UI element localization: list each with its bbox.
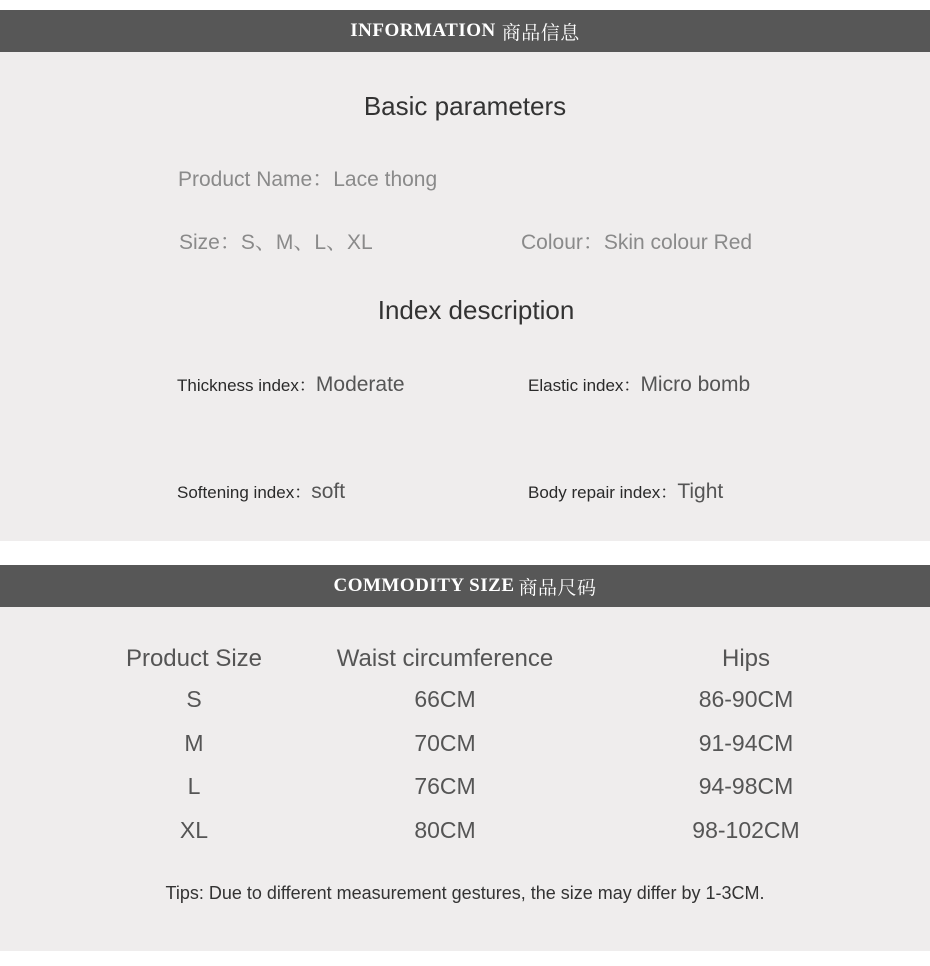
cell-size: XL xyxy=(179,817,209,843)
size-value: S、M、L、XL xyxy=(240,231,373,254)
body-repair-index-label: Body repair index： xyxy=(528,483,678,502)
thickness-index xyxy=(177,371,405,397)
softening-index-value: soft xyxy=(311,480,346,503)
softening-index xyxy=(177,478,345,504)
colour-row xyxy=(521,226,752,256)
cell-waist: 76CM xyxy=(414,773,476,799)
size-label: Size： xyxy=(179,231,241,254)
body-repair-index-value: Tight xyxy=(677,480,724,503)
index-description-title: Index description xyxy=(377,295,575,325)
cell-size: M xyxy=(184,730,204,756)
softening-index-label: Softening index： xyxy=(177,483,312,502)
cell-hips: 91-94CM xyxy=(698,730,794,756)
cell-hips: 98-102CM xyxy=(692,817,800,843)
header-waist: Waist circumference xyxy=(336,645,554,672)
cell-hips: 86-90CM xyxy=(698,686,794,712)
product-name-row xyxy=(178,163,437,193)
cell-size: S xyxy=(186,686,202,712)
product-name-value: Lace thong xyxy=(333,168,438,191)
header-product-size: Product Size xyxy=(125,645,263,672)
size-row xyxy=(179,226,373,256)
thickness-index-value: Moderate xyxy=(315,373,405,396)
info-banner-en: INFORMATION xyxy=(350,20,496,41)
colour-label: Colour： xyxy=(521,231,604,254)
size-banner-en: COMMODITY SIZE xyxy=(333,575,515,596)
info-banner xyxy=(0,10,930,52)
elastic-index xyxy=(528,371,750,397)
cell-waist: 70CM xyxy=(414,730,476,756)
elastic-index-label: Elastic index： xyxy=(528,376,641,395)
basic-parameters-title: Basic parameters xyxy=(363,91,567,121)
body-repair-index xyxy=(528,478,723,504)
thickness-index-label: Thickness index： xyxy=(177,376,316,395)
info-banner-cn: 商品信息 xyxy=(501,21,580,44)
elastic-index-value: Micro bomb xyxy=(640,373,751,396)
colour-value: Skin colour Red xyxy=(603,231,753,254)
product-name-label: Product Name： xyxy=(178,168,334,191)
cell-hips: 94-98CM xyxy=(698,773,794,799)
info-panel xyxy=(0,10,930,541)
size-banner xyxy=(0,565,930,607)
cell-size: L xyxy=(187,773,201,799)
header-hips: Hips xyxy=(721,645,770,672)
size-tips: Tips: Due to different measurement gestures, the size may differ by 1-3CM. xyxy=(165,883,765,903)
cell-waist: 80CM xyxy=(414,817,476,843)
cell-waist: 66CM xyxy=(414,686,476,712)
size-banner-cn: 商品尺码 xyxy=(518,576,597,599)
